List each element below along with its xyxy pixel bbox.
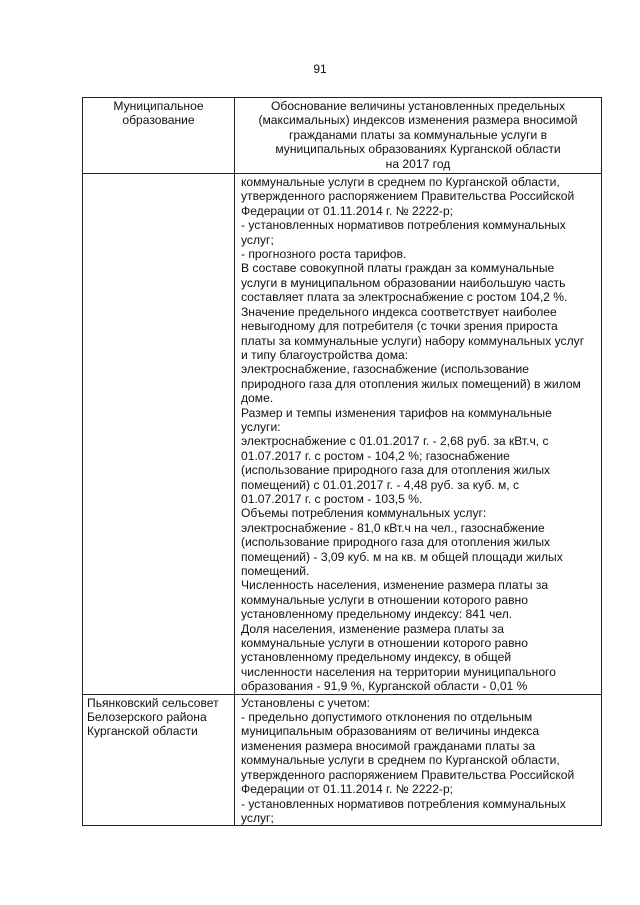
text-line: коммунальные услуги в среднем по Курганской области, <box>241 175 560 190</box>
text-line: коммунальные услуги в отношении которого равно <box>241 636 528 651</box>
justification-table <box>82 97 602 826</box>
table-row <box>83 694 602 826</box>
text-line: - установленных нормативов потребления коммунальных <box>241 218 566 233</box>
text-line: 01.07.2017 г. с ростом - 104,2 %; газоснабжение <box>241 448 510 463</box>
text-line: и типу благоустройства дома: <box>241 347 409 362</box>
text-line: установленному предельному индексу: 841 чел. <box>241 607 513 622</box>
text-line: В составе совокупной платы граждан за коммунальные <box>241 261 555 276</box>
text-line: численности населения на территории муниципального <box>241 664 556 679</box>
text-line: изменения размера вносимой гражданами платы за <box>241 738 536 753</box>
header-municipality <box>83 98 235 174</box>
header-municipality-line: образование <box>122 113 195 128</box>
text-line: электроснабжение с 01.01.2017 г. - 2,68 руб. за кВт.ч, с <box>241 434 549 449</box>
text-line: услуги в муниципальном образовании наибольшую часть <box>241 275 566 290</box>
table-row <box>83 174 602 695</box>
header-municipality-line: Муниципальное <box>113 99 204 113</box>
text-line: 01.07.2017 г. с ростом - 103,5 %. <box>241 491 423 506</box>
header-justification-line: (максимальных) индексов изменения размера вносимой <box>258 113 578 128</box>
text-line: утвержденного распоряжением Правительства Российской <box>241 189 575 204</box>
text-line: Значение предельного индекса соответствует наиболее <box>241 304 557 319</box>
text-line: Федерации от 01.11.2014 г. № 2222-р; <box>241 203 454 218</box>
text-line: коммунальные услуги в отношении которого равно <box>241 592 528 607</box>
text-line: установленному предельному индексу, в общей <box>241 650 512 665</box>
justification-cell <box>235 174 602 695</box>
header-justification-line: Обоснование величины установленных предельных <box>270 99 566 113</box>
municipality-cell <box>83 174 235 695</box>
header-justification <box>235 98 602 174</box>
text-line: образования - 91,9 %, Курганской области - 0,01 % <box>241 679 528 694</box>
municipality-cell <box>83 694 235 826</box>
text-line: услуг; <box>241 810 274 825</box>
text-line: Установлены с учетом: <box>241 695 370 710</box>
municipality-line: Белозерского района <box>87 710 207 725</box>
text-line: муниципальным образованиям от величины индекса <box>241 724 540 739</box>
text-line: Федерации от 01.11.2014 г. № 2222-р; <box>241 782 454 797</box>
text-line: - установленных нормативов потребления коммунальных <box>241 796 566 811</box>
text-line: платы за коммунальные услуги) набору коммунальных услуг <box>241 333 585 348</box>
text-line: Численность населения, изменение размера платы за <box>241 578 549 593</box>
text-line: - прогнозного роста тарифов. <box>241 247 407 262</box>
text-line: составляет плата за электроснабжение с ростом 104,2 %. <box>241 290 568 305</box>
text-line: помещений) - 3,09 куб. м на кв. м общей площади жилых <box>241 549 563 564</box>
text-line: доме. <box>241 391 274 406</box>
text-line: помещений) с 01.01.2017 г. - 4,48 руб. за куб. м, с <box>241 477 520 492</box>
text-line: Доля населения, изменение размера платы за <box>241 621 504 636</box>
text-line: коммунальные услуги в среднем по Курганской области, <box>241 753 560 768</box>
header-justification-line: гражданами платы за коммунальные услуги в <box>288 127 548 142</box>
justification-cell <box>235 694 602 826</box>
text-line: услуг; <box>241 232 274 247</box>
text-line: природного газа для отопления жилых помещений) в жилом <box>241 376 581 391</box>
text-line: электроснабжение - 81,0 кВт.ч на чел., газоснабжение <box>241 520 545 535</box>
text-line: электроснабжение, газоснабжение (использование <box>241 362 529 377</box>
text-line: помещений. <box>241 564 310 578</box>
table-header-row <box>83 98 602 174</box>
text-line: Объемы потребления коммунальных услуг: <box>241 506 487 521</box>
municipality-line: Пьянковский сельсовет <box>87 695 219 710</box>
header-justification-line: муниципальных образованиях Курганской области <box>275 142 561 157</box>
text-line: (использование природного газа для отопления жилых <box>241 463 551 478</box>
text-line: Размер и темпы изменения тарифов на коммунальные <box>241 405 552 420</box>
text-line: невыгодному для потребителя (с точки зрения прироста <box>241 319 558 334</box>
text-line: (использование природного газа для отопления жилых <box>241 535 551 550</box>
municipality-line: Курганской области <box>87 724 198 739</box>
page-number: 91 <box>313 62 327 76</box>
text-line: утвержденного распоряжением Правительства Российской <box>241 767 575 782</box>
text-line: услуги: <box>241 419 281 434</box>
text-line: - предельно допустимого отклонения по отдельным <box>241 710 533 725</box>
header-justification-line: на 2017 год <box>385 156 451 171</box>
